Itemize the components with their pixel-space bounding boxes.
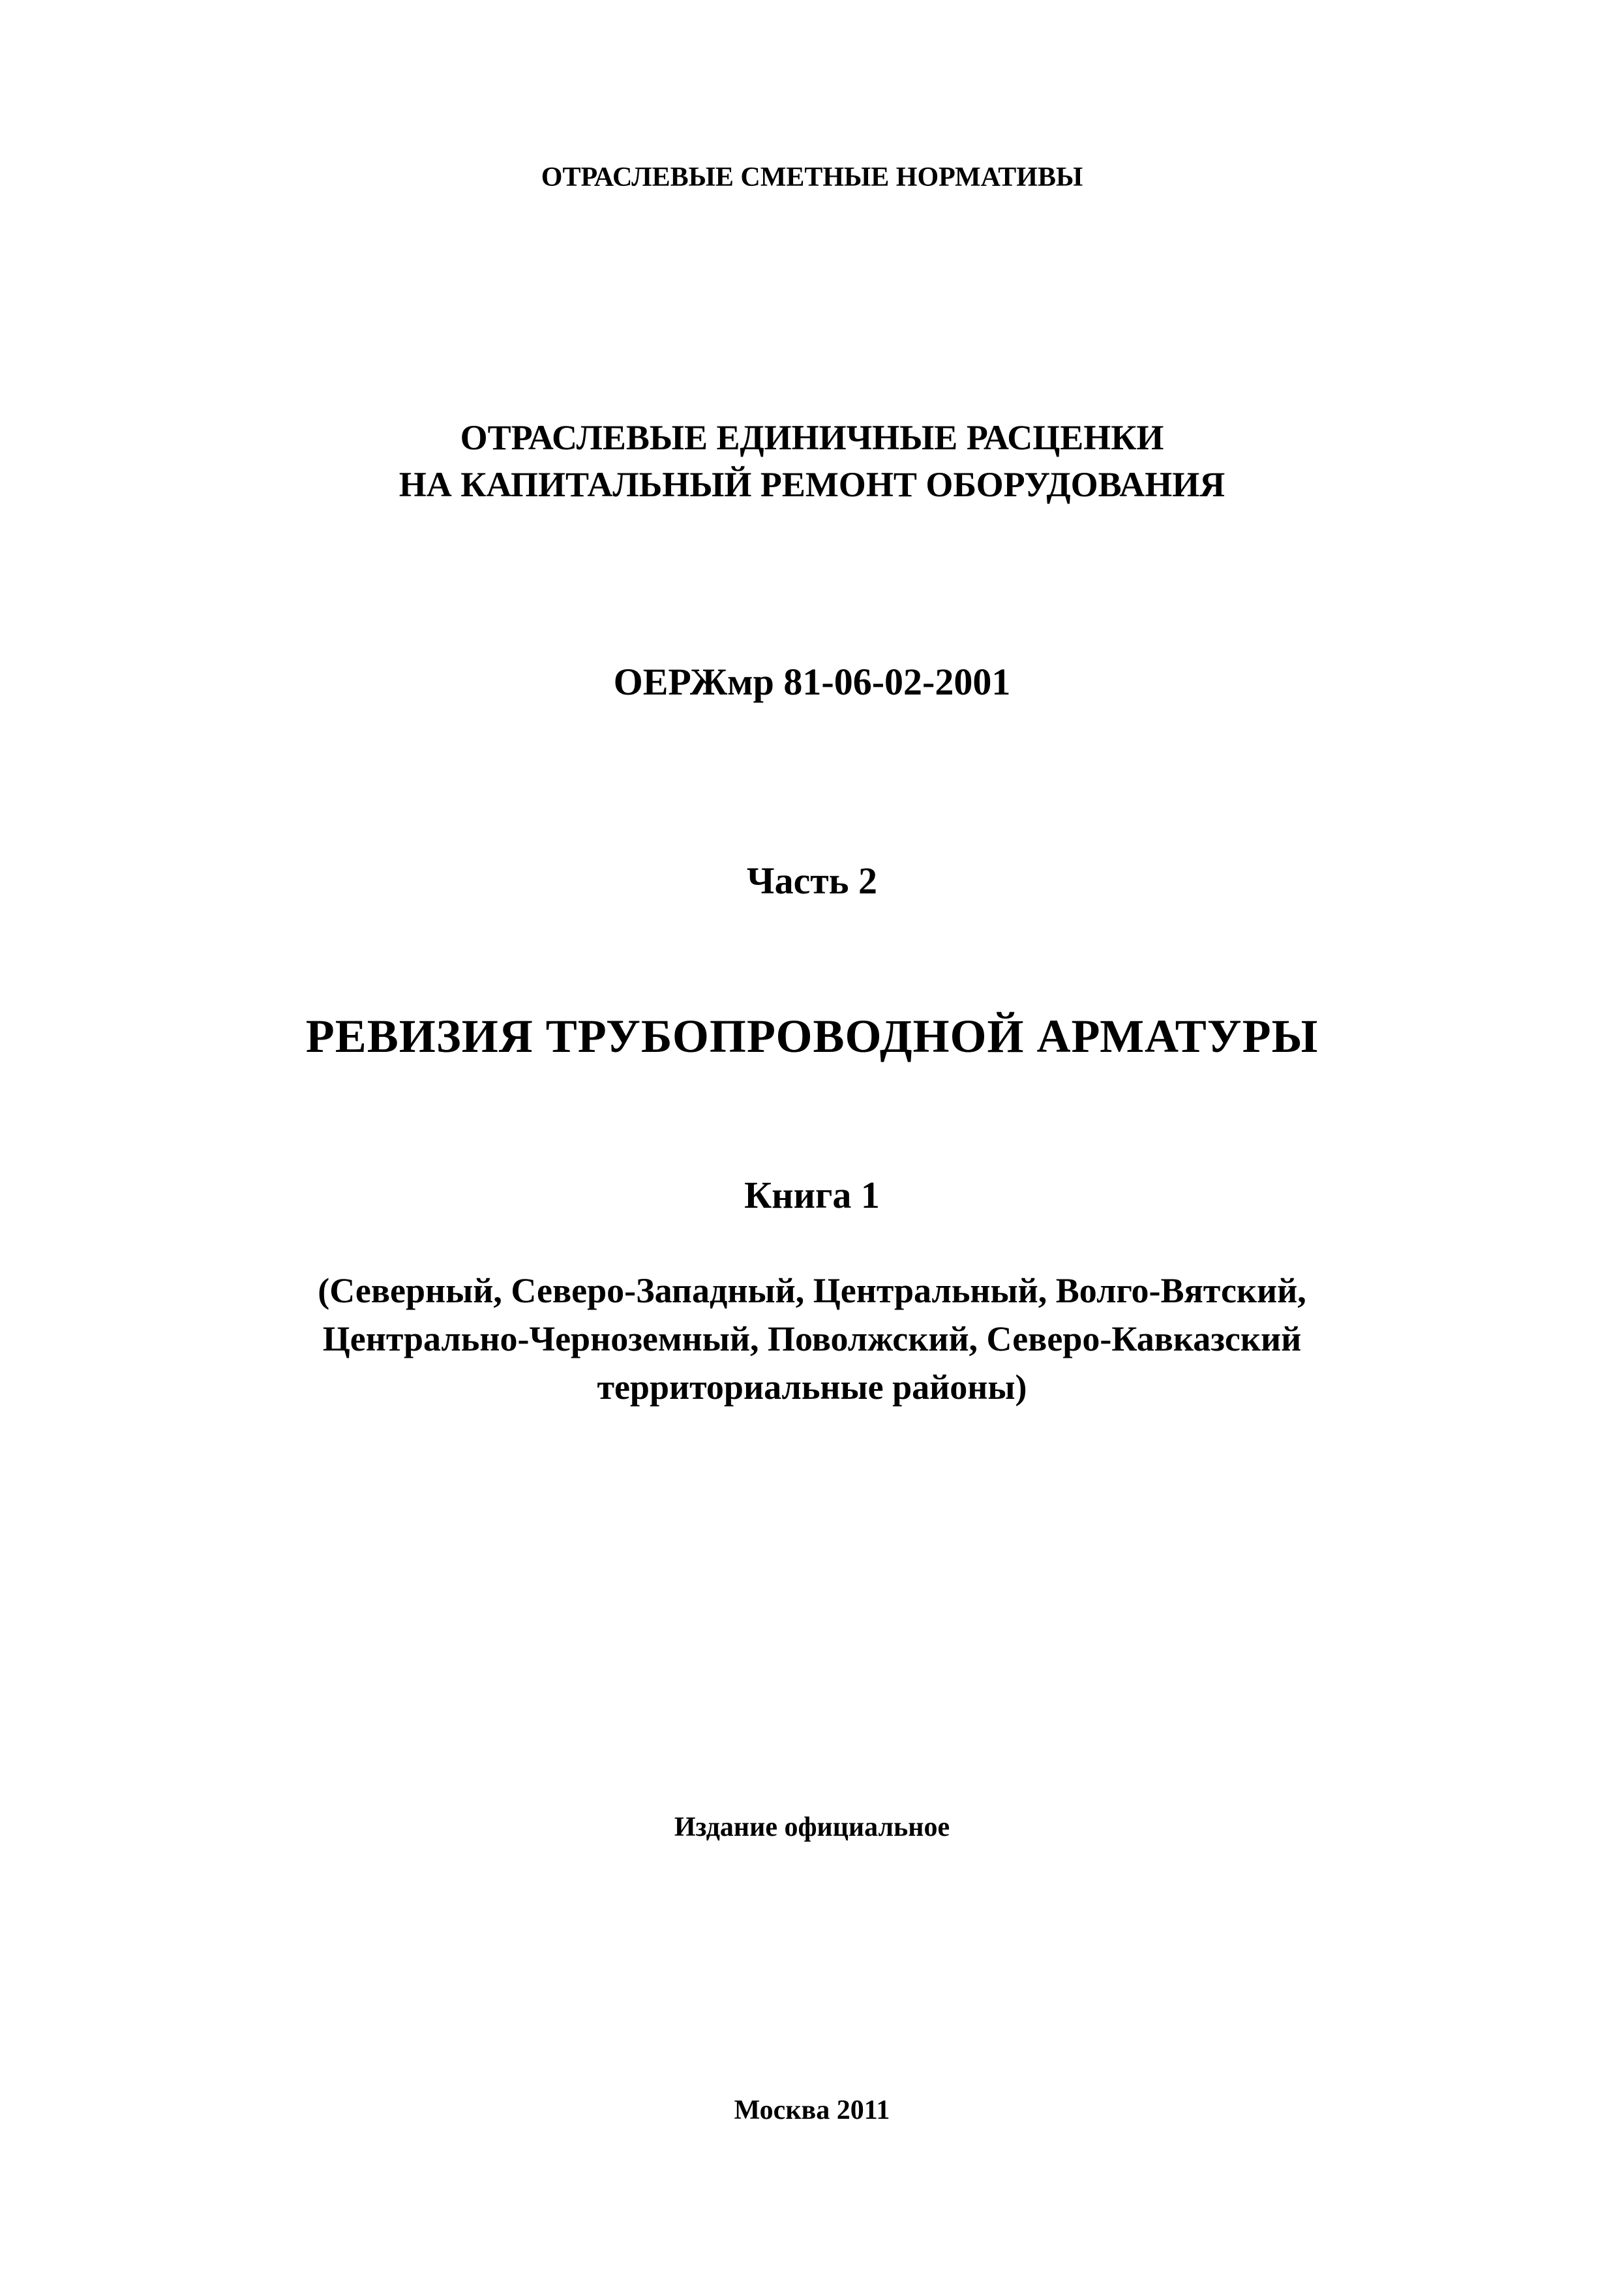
- main-title-line-1: ОТРАСЛЕВЫЕ ЕДИНИЧНЫЕ РАСЦЕНКИ: [460, 418, 1164, 457]
- regions-line-1: (Северный, Северо-Западный, Центральный, Волго-Вятский,: [318, 1271, 1306, 1310]
- edition-label: Издание официальное: [674, 1812, 950, 1842]
- book-label: Книга 1: [744, 1174, 880, 1216]
- city-year: Москва 2011: [734, 2095, 890, 2125]
- part-label: Часть 2: [747, 860, 877, 902]
- section-title: РЕВИЗИЯ ТРУБОПРОВОДНОЙ АРМАТУРЫ: [305, 1010, 1319, 1062]
- regions-line-2: Центрально-Черноземный, Поволжский, Северо-Кавказский: [322, 1319, 1302, 1358]
- regions-line-3: территориальные районы): [597, 1368, 1027, 1407]
- main-title-line-2: НА КАПИТАЛЬНЫЙ РЕМОНТ ОБОРУДОВАНИЯ: [398, 465, 1226, 504]
- series-heading: ОТРАСЛЕВЫЕ СМЕТНЫЕ НОРМАТИВЫ: [541, 162, 1083, 192]
- document-code: ОЕРЖмр 81-06-02-2001: [613, 661, 1011, 703]
